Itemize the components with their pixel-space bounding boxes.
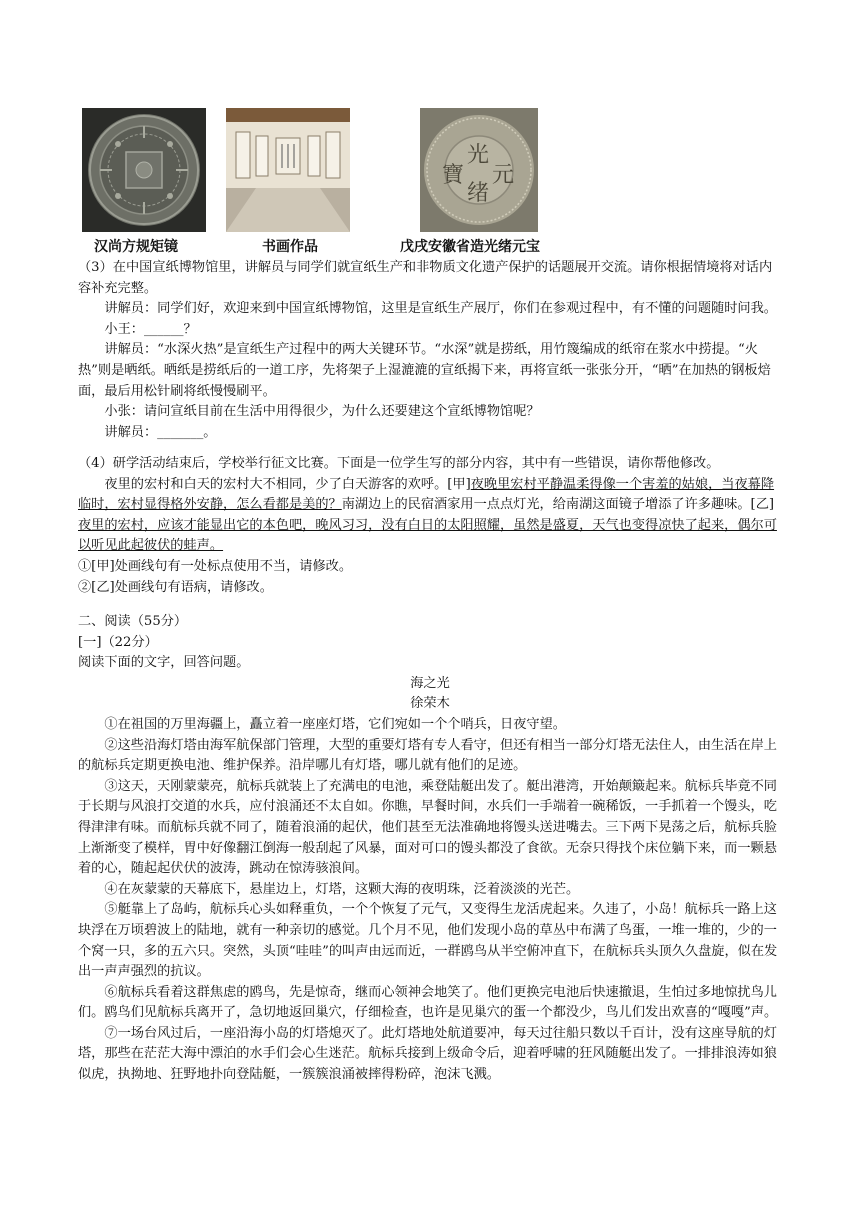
gallery-hall-photo: [226, 108, 350, 232]
article-paragraph: ⑦一场台风过后，一座沿海小岛的灯塔熄灭了。此灯塔地处航道要冲，每天过往船只数以千百计，没有这座导航的灯塔，那些在茫茫大海中漂泊的水手们会心生迷茫。航标兵接到上级命令后，迎着呼啸的狂风随艇出发了。一排排浪涛如狼似虎，执拗地、狂野地扑向登陆艇，一簇簇浪涌被摔得粉碎，泡沫飞溅。: [78, 1025, 777, 1083]
question-4: [78, 454, 782, 598]
q4-intro: （4）研学活动结束后，学校举行征文比赛。下面是一位学生写的部分内容，其中有一些错误，请你帮他修改。: [78, 456, 720, 471]
image-row: [0, 108, 860, 258]
bronze-mirror-photo: [82, 108, 206, 232]
underlined-sentence-yi: 夜里的宏村，应该才能显出它的本色吧，晚风习习，没有白日的太阳照耀，虽然是盛夏，天气也变得凉快了起来，偶尔可以听见此起彼伏的蛙声。: [78, 517, 777, 554]
task-item: ②[乙]处画线句有语病，请修改。: [78, 579, 273, 595]
dialogue-line: 小王：______？: [104, 321, 197, 337]
image-caption: 书画作品: [262, 239, 318, 255]
article-paragraph: ②这些沿海灯塔由海军航保部门管理，大型的重要灯塔有专人看守，但还有相当一部分灯塔无法住人，由生活在岸上的航标兵定期更换电池、维护保养。沿岸哪儿有灯塔，哪儿就有他们的足迹。: [78, 737, 777, 774]
reading-section: [78, 612, 782, 1086]
q3-intro: （3）在中国宣纸博物馆里，讲解员与同学们就宣纸生产和非物质文化遗产保护的话题展开交流。请你根据情境将对话内容补充完整。: [78, 260, 773, 296]
image-caption: 汉尚方规矩镜: [94, 239, 178, 255]
image-caption: 戊戌安徽省造光绪元宝: [400, 239, 540, 255]
article-author: 徐荣木: [410, 696, 450, 712]
dialogue-line: 讲解员：_______。: [104, 424, 217, 440]
essay-text: 夜里的宏村和白天的宏村大不相同，少了白天游客的欢呼。[甲]: [104, 476, 471, 492]
article-paragraph: ①在祖国的万里海疆上，矗立着一座座灯塔，它们宛如一个个哨兵，日夜守望。: [104, 716, 566, 732]
section-heading: 二、阅读（55分）: [78, 614, 188, 629]
underlined-sentence-jia: 夜晚里宏村平静温柔得像一个害羞的姑娘，当夜幕降临时，宏村显得格外安静，怎么看都是美的？: [78, 476, 775, 513]
essay-text: 南湖边上的民宿酒家用一点点灯光，给南湖这面镜子增添了许多趣味。[乙]: [341, 497, 775, 513]
coin-glyph: 光: [467, 143, 490, 168]
question-3: [78, 258, 782, 443]
article-title: 海之光: [410, 675, 450, 691]
dialogue-line: 讲解员：同学们好，欢迎来到中国宣纸博物馆，这里是宣纸生产展厅，你们在参观过程中，有不懂的问题随时问我。: [104, 301, 777, 317]
article-paragraph: ⑤艇靠上了岛屿，航标兵心头如释重负，一个个恢复了元气，又变得生龙活虎起来。久违了，小岛！航标兵一路上这块浮在万顷碧波上的陆地，就有一种亲切的感觉。几个月不见，他们发现小岛的草丛中布满了鸟蛋，一堆一堆的，少的一个窝一只，多的五六只。突然，头顶“哇哇”的叫声由远而近，一群鸥鸟从半空俯冲直下，在航标兵头顶久久盘旋，似在发出一声声强烈的抗议。: [78, 902, 778, 980]
dialogue-line: 讲解员：“水深火热”是宣纸生产过程中的两大关键环节。“水深”就是捞纸，用竹篾编成的纸帘在浆水中捞提。“火热”则是晒纸。晒纸是捞纸后的一道工序，先将架子上湿漉漉的宣纸揭下来，再将宣纸一张张分开，“晒”在加热的钢板焙面，最后用松针刷将纸慢慢刷平。: [78, 342, 771, 399]
coin-glyph: 绪: [467, 181, 490, 206]
article-paragraph: ④在灰蒙蒙的天幕底下，悬崖边上，灯塔，这颗大海的夜明珠，泛着淡淡的光芒。: [104, 881, 580, 897]
subsection-heading: [一]（22分）: [78, 634, 158, 650]
silver-coin-photo: [420, 108, 538, 232]
coin-glyph: 寶: [442, 163, 465, 188]
essay-passage: [78, 475, 782, 557]
coin-glyph: 元: [492, 163, 515, 188]
dialogue-line: 小张：请问宣纸目前在生活中用得很少，为什么还要建这个宣纸博物馆呢？: [104, 404, 540, 420]
instruction: 阅读下面的文字，回答问题。: [78, 655, 250, 671]
article-paragraph: ⑥航标兵看着这群焦虑的鸥鸟，先是惊奇，继而心领神会地笑了。他们更换完电池后快速撤退，生怕过多地惊扰鸟儿们。鸥鸟们见航标兵离开了，急切地返回巢穴，仔细检查，也许是见巢穴的蛋一个都没少，鸟儿们发出欢喜的“嘎嘎”声。: [78, 984, 778, 1021]
article-paragraph: ③这天，天刚蒙蒙亮，航标兵就装上了充满电的电池，乘登陆艇出发了。艇出港湾，开始颠簸起来。航标兵毕竟不同于长期与风浪打交道的水兵，应付浪涌还不太自如。你瞧，早餐时间，水兵们一手端着一碗稀饭，一手抓着一个馒头，吃得津津有味。而航标兵就不同了，随着浪涌的起伏，他们甚至无法准确地将馒头送进嘴去。三下两下晃荡之后，航标兵脸上渐渐变了模样，胃中好像翻江倒海一般刮起了风暴，面对可口的馒头都没了食欲。无奈只得找个床位躺下来，而一颗悬着的心，随起起伏伏的波涛，跳动在惊涛骇浪间。: [78, 778, 777, 877]
task-item: ①[甲]处画线句有一处标点使用不当，请修改。: [78, 558, 353, 574]
